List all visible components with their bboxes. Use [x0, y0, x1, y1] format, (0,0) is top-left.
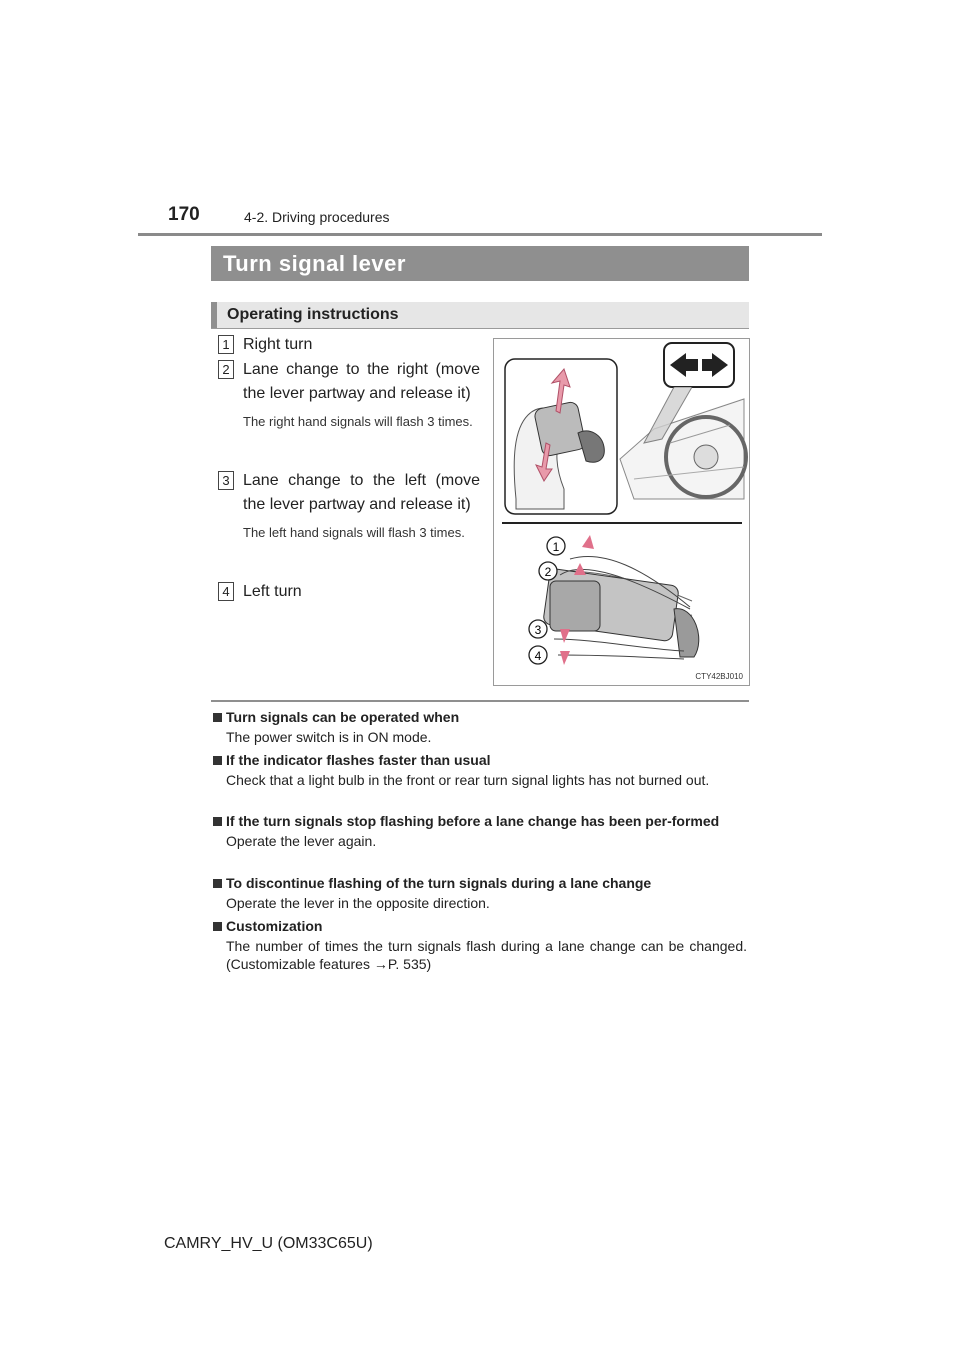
step-text: Left turn: [243, 583, 302, 600]
footer-model-code: CAMRY_HV_U (OM33C65U): [164, 1235, 373, 1252]
page-number: 170: [168, 204, 200, 225]
note-heading: If the indicator flashes faster than usual: [213, 751, 747, 769]
step-number: 4: [218, 582, 234, 601]
step-note: The right hand signals will flash 3 times.: [243, 414, 473, 429]
note-heading: Turn signals can be operated when: [213, 708, 747, 726]
arrow-3-icon: [560, 629, 570, 643]
note-body: The power switch is in ON mode.: [226, 729, 432, 745]
note-3: [213, 812, 747, 850]
callout-2: [539, 562, 557, 580]
callout-4-label: 4: [534, 649, 542, 663]
lever-knob-icon: [550, 581, 600, 631]
subsection-rule: [211, 328, 749, 329]
step-number: 3: [218, 471, 234, 490]
callout-3: [529, 620, 547, 638]
figure-code: CTY42BJ010: [695, 672, 743, 681]
turn-signal-illustration: [493, 338, 750, 686]
step-text: Right turn: [243, 336, 313, 353]
step-number: 1: [218, 335, 234, 354]
note-1: [213, 708, 747, 746]
note-body: Operate the lever in the opposite direction.: [226, 895, 490, 911]
callout-1: [547, 537, 565, 555]
step-number: 2: [218, 360, 234, 379]
section-title: Turn signal lever: [223, 250, 406, 276]
dashboard-icon: [620, 399, 744, 499]
note-2: [213, 751, 747, 789]
figure-divider: [502, 522, 742, 524]
header-rule: [138, 233, 822, 236]
step-4: [218, 580, 480, 604]
arrow-4-icon: [560, 651, 570, 665]
note-heading: If the turn signals stop flashing before a lane change has been per-formed: [213, 812, 747, 830]
arrow-1-icon: [582, 535, 594, 549]
note-body: Check that a light bulb in the front or rear turn signal lights has not burned out.: [226, 772, 710, 788]
section-title-bar: [211, 246, 749, 281]
callout-1-label: 1: [552, 540, 560, 554]
subsection-title: Operating instructions: [227, 306, 399, 323]
callout-2-label: 2: [544, 565, 552, 579]
step-text: Lane change to the right (move the lever partway and release it): [243, 361, 480, 402]
note-body: Operate the lever again.: [226, 833, 377, 849]
steering-hub-icon: [694, 445, 718, 469]
step-text: Lane change to the left (move the lever partway and release it): [243, 472, 480, 513]
subsection-bar: [211, 302, 749, 328]
step-3: [218, 469, 480, 541]
step-1: [218, 333, 480, 357]
callout-3-label: 3: [534, 623, 542, 637]
note-heading: To discontinue flashing of the turn signals during a lane change: [213, 874, 747, 892]
illustration-drawing: [494, 339, 749, 685]
note-5: [213, 917, 747, 973]
note-4: [213, 874, 747, 912]
callout-4: [529, 646, 547, 664]
step-2: [218, 358, 480, 430]
step-note: The left hand signals will flash 3 times.: [243, 525, 465, 540]
note-body: The number of times the turn signals flash during a lane change can be changed. (Customizable features →P. 535): [226, 938, 747, 972]
section-end-rule: [211, 700, 749, 702]
note-heading: Customization: [213, 917, 747, 935]
section-path: 4-2. Driving procedures: [244, 209, 390, 225]
